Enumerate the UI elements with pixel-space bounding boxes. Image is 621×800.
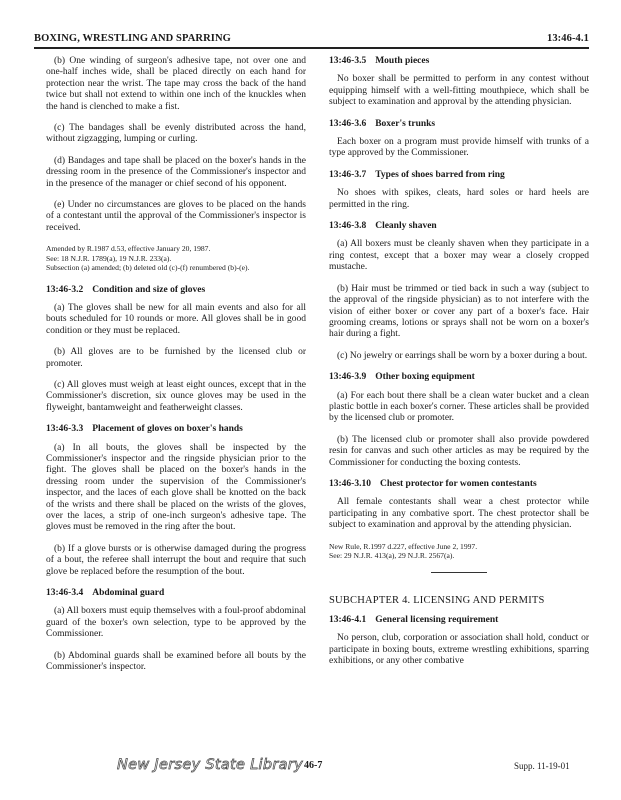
section-heading bbox=[46, 588, 306, 599]
section-number: 13:46-3.6 bbox=[329, 118, 367, 129]
section-title: Mouth pieces bbox=[375, 56, 430, 66]
paragraph: (b) Abdominal guards shall be examined before all bouts by the Commissioner's inspector. bbox=[46, 650, 306, 673]
paragraph: (c) The bandages shall be evenly distributed across the hand, without zigzagging, lumping or curling. bbox=[46, 123, 306, 145]
section-heading bbox=[46, 424, 306, 435]
section-number: 13:46-3.5 bbox=[329, 56, 367, 66]
paragraph: (c) All gloves must weigh at least eight ounces, except that in the Commissioner's discretion, six ounce gloves may be used in the flyweight, bantamweight and featherweight classes. bbox=[46, 379, 306, 413]
history-note-line: See: 18 N.J.R. 1789(a), 19 N.J.R. 233(a). bbox=[46, 253, 172, 263]
section-heading bbox=[46, 285, 306, 296]
section-title: Other boxing equipment bbox=[375, 372, 475, 383]
section-number: 13:46-3.7 bbox=[329, 169, 367, 180]
section-heading bbox=[329, 479, 589, 490]
section-title: Placement of gloves on boxer's hands bbox=[92, 424, 243, 435]
section-title: Chest protector for women contestants bbox=[379, 478, 537, 489]
paragraph: No boxer shall be permitted to perform in any contest without equipping himself with a well-fitting mouthpiece, which shall be subject to examination and approval by the attending physician. bbox=[329, 74, 589, 108]
section-number: 13:46-3.3 bbox=[46, 424, 84, 435]
section-number: 13:46-4.1 bbox=[329, 614, 367, 625]
header-title: BOXING, WRESTLING AND SPARRING bbox=[34, 33, 231, 44]
history-note bbox=[329, 542, 589, 561]
section-heading bbox=[329, 372, 589, 383]
library-stamp: New Jersey State Library bbox=[117, 757, 303, 773]
right-column bbox=[329, 56, 589, 677]
paragraph: (a) For each bout there shall be a clean water bucket and a clean plastic bottle in each boxer's corner. These articles shall be provided by the licensed club or promoter. bbox=[329, 390, 589, 424]
paragraph: Each boxer on a program must provide himself with trunks of a type approved by the Commissioner. bbox=[329, 137, 589, 159]
paragraph: (a) All boxers must be cleanly shaven when they participate in a ring contest, except that a boxer may wear a closely cropped mustache. bbox=[329, 239, 589, 273]
history-note-line: Amended by R.1987 d.53, effective January 20, 1987. bbox=[46, 244, 211, 254]
header-rule bbox=[34, 47, 589, 49]
paragraph: (a) In all bouts, the gloves shall be inspected by the Commissioner's inspector and the ringside physician prior to the fight. The gloves shall be placed on the boxer's hands in the dressing room under the supervision of the Commissioner's inspector, and the laces of each glove shall be knotted on the back of the wrists and there shall be placed on the wrists of the gloves, over the laces, a strip of one-inch surgeon's adhesive tape. The gloves must be removed in the ring after the bout. bbox=[46, 442, 306, 533]
section-heading bbox=[329, 615, 589, 626]
paragraph: (c) No jewelry or earrings shall be worn by a boxer during a bout. bbox=[337, 350, 588, 361]
section-title: Abdominal guard bbox=[92, 588, 165, 599]
page-number: 46-7 bbox=[304, 760, 323, 771]
section-title: General licensing requirement bbox=[375, 614, 499, 625]
paragraph: (b) If a glove bursts or is otherwise damaged during the progress of a bout, the referee shall interrupt the bout and require that such glove be replaced before the resumption of the bout. bbox=[46, 543, 306, 577]
section-number: 13:46-3.4 bbox=[46, 588, 84, 599]
section-title: Types of shoes barred from ring bbox=[375, 169, 505, 180]
section-number: 13:46-3.2 bbox=[46, 284, 84, 295]
section-heading bbox=[329, 221, 589, 232]
section-heading bbox=[329, 56, 589, 67]
section-number: 13:46-3.8 bbox=[329, 221, 367, 232]
history-note-line: Subsection (a) amended; (b) deleted old (c)-(f) renumbered (b)-(e). bbox=[46, 263, 250, 273]
paragraph: (b) All gloves are to be furnished by the licensed club or promoter. bbox=[46, 347, 306, 369]
section-title: Condition and size of gloves bbox=[92, 284, 206, 295]
history-note-line: New Rule, R.1997 d.227, effective June 2, 1997. bbox=[329, 541, 478, 551]
paragraph: No person, club, corporation or association shall hold, conduct or participate in boxing bouts, extreme wrestling exhibitions, sparring exhibitions, or any other combative bbox=[329, 633, 589, 667]
supplement-date: Supp. 11-19-01 bbox=[514, 761, 570, 771]
paragraph: No shoes with spikes, cleats, hard soles or hard heels are permitted in the ring. bbox=[329, 188, 589, 210]
history-note-line: See: 29 N.J.R. 413(a), 29 N.J.R. 2567(a). bbox=[329, 551, 455, 560]
section-title: Boxer's trunks bbox=[375, 118, 436, 129]
paragraph: (a) All boxers must equip themselves with a foul-proof abdominal guard of the boxer's own selection, type to be approved by the Commissioner. bbox=[46, 606, 306, 640]
paragraph: (a) The gloves shall be new for all main events and also for all bouts scheduled for 10 rounds or more. All gloves shall be in good condition or they must be replaced. bbox=[46, 302, 306, 336]
paragraph: (d) Bandages and tape shall be placed on the boxer's hands in the dressing room in the presence of the Commissioner's inspector and in the presence of the manager or chief second of his opponent. bbox=[46, 155, 306, 189]
section-heading bbox=[329, 119, 589, 130]
subchapter-heading: SUBCHAPTER 4. LICENSING AND PERMITS bbox=[329, 595, 545, 607]
left-column bbox=[46, 56, 306, 683]
section-number: 13:46-3.9 bbox=[329, 372, 367, 383]
section-divider bbox=[431, 572, 487, 573]
paragraph: (b) Hair must be trimmed or tied back in such a way (subject to the approval of the ringside physician) as to not interfere with the vision of either boxer or cover any part of a boxer's face. Hair grooming creams, lotions or sprays shall not be worn on a boxer's hair during a fight. bbox=[329, 283, 589, 340]
section-number: 13:46-3.10 bbox=[329, 478, 371, 489]
paragraph: (b) The licensed club or promoter shall also provide powdered resin for canvas and such other articles as may be required by the Commissioner for conducting the boxing contests. bbox=[329, 434, 589, 468]
paragraph: (e) Under no circumstances are gloves to be placed on the hands of a contestant until the approval of the Commissioner's inspector is received. bbox=[46, 200, 306, 233]
header-section-number: 13:46-4.1 bbox=[546, 33, 589, 44]
history-note bbox=[46, 244, 306, 272]
section-heading bbox=[329, 170, 589, 181]
section-title: Cleanly shaven bbox=[375, 221, 437, 232]
paragraph: (b) One winding of surgeon's adhesive tape, not over one and one-half inches wide, shall be placed directly on each hand for protection near the wrist. The tape may cross the back of the hand twice but shall not extend to within one inch of the knuckles when the hand is clenched to make a fist. bbox=[46, 56, 306, 112]
paragraph: All female contestants shall wear a chest protector while participating in any combative sport. The chest protector shall be subject to examination and approval by the attending physician. bbox=[329, 497, 589, 531]
